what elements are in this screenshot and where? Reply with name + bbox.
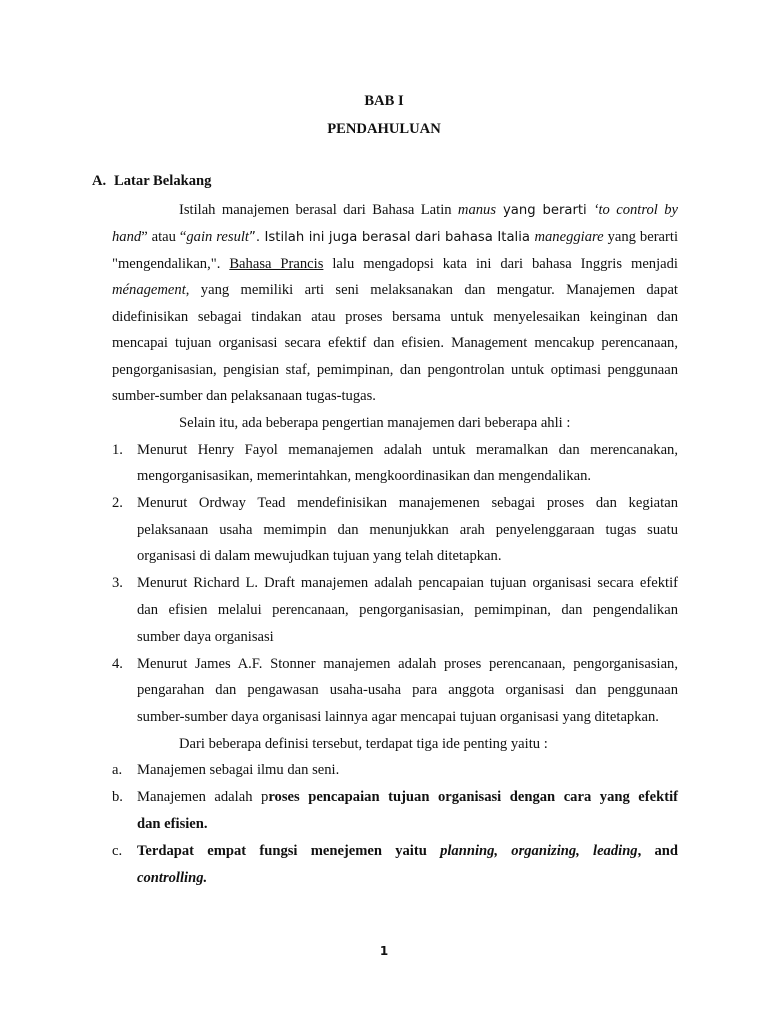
list-item-line: sumber daya organisasi [137,629,274,645]
experts-intro: Selain itu, ada beberapa pengertian manajemen dari beberapa ahli : [179,415,571,431]
list-item-line: sumber-sumber daya organisasi lainnya agar mencapai tujuan organisasi yang ditetapkan. [137,709,659,725]
paragraph-line: mencapai tujuan organisasi secara efektif dan efisien. Management mencakup perencanaan, [112,335,678,351]
page-number: 1 [379,944,389,958]
list-marker: c. [112,843,123,859]
list-item-line: Terdapat empat fungsi menejemen yaitu planning, organizing, leading, and [137,843,678,859]
section-heading [92,173,211,190]
ideas-intro: Dari beberapa definisi tersebut, terdapat tiga ide penting yaitu : [179,736,548,752]
list-item-line: organisasi di dalam mewujudkan tujuan yang telah ditetapkan. [137,548,502,564]
list-item-line: Manajemen adalah proses pencapaian tujuan organisasi dengan cara yang efektif [137,789,679,805]
list-marker: a. [112,762,123,778]
list-marker: 3. [112,575,123,591]
paragraph-line: didefinisikan sebagai tindakan atau proses bersama untuk menyelesaikan keinginan dan [112,309,678,325]
chapter-title: PENDAHULUAN [327,121,441,137]
link-bahasa-prancis: Bahasa Prancis [229,256,324,272]
list-item-line: Menurut James A.F. Stonner manajemen adalah proses perencanaan, pengorganisasian, [137,656,678,672]
list-item-line: pengarahan dan pengawasan usaha-usaha para anggota organisasi dan penggunaan [137,682,678,698]
list-item-line: Menurut Ordway Tead mendefinisikan manajemenen sebagai proses dan kegiatan [137,495,678,511]
paragraph-line: "mengendalikan,". Bahasa Prancis lalu mengadopsi kata ini dari bahasa Inggris menjadi [112,256,678,272]
list-item-line: Manajemen sebagai ilmu dan seni. [137,762,340,778]
list-item-line: dan efisien melalui perencanaan, pengorganisasian, pemimpinan, dan pengendalikan [137,602,678,618]
section-title: Latar Belakang [114,173,212,189]
list-marker: 2. [112,495,123,511]
section-marker: A. [92,173,107,189]
chapter-label: BAB I [364,93,404,109]
list-marker: 1. [112,442,123,458]
list-item-line: controlling. [137,870,208,886]
paragraph-line: ménagement, yang memiliki arti seni melaksanakan dan mengatur. Manajemen dapat [112,282,678,298]
list-item-line: pelaksanaan usaha memimpin dan menunjukkan arah penyelenggaraan tugas suatu [137,522,678,538]
list-item-line: Menurut Henry Fayol memanajemen adalah untuk meramalkan dan merencanakan, [137,442,678,458]
list-item-line: dan efisien. [137,816,208,832]
paragraph-line: sumber-sumber dan pelaksanaan tugas-tugas. [112,388,376,404]
paragraph-line: Istilah manajemen berasal dari Bahasa Latin manus yang berarti ‘to control by [179,202,678,218]
list-marker: b. [112,789,123,805]
paragraph-line: pengorganisasian, pengisian staf, pemimpinan, dan pengontrolan untuk optimasi penggunaan [112,362,678,378]
list-item-line: Menurut Richard L. Draft manajemen adalah pencapaian tujuan organisasi secara efektif [137,575,678,591]
list-marker: 4. [112,656,123,672]
list-item-line: mengorganisasikan, memerintahkan, mengkoordinasikan dan mengendalikan. [137,468,592,484]
paragraph-line: hand” atau “gain result”. Istilah ini juga berasal dari bahasa Italia maneggiare yang berarti [112,229,678,245]
